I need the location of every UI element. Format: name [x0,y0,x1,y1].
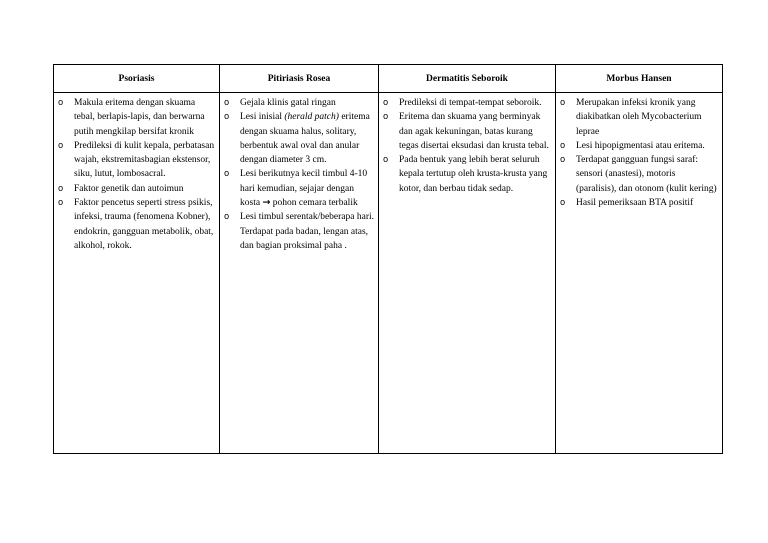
cell-psoriasis [54,93,220,454]
header-dermatitis-seboroik: Dermatitis Seboroik [379,65,556,93]
list-item: o Lesi timbul serentak/beberapa hari. Terdapat pada badan, lengan atas, dan bagian proksimal paha . [224,210,374,253]
right-arrow-icon: → [262,197,271,209]
list-item: o Faktor genetik dan autoimun [58,182,215,196]
item-text: Lesi inisial [240,112,285,123]
list-item [224,110,374,167]
list-item: o Faktor pencetus seperti stress psikis, infeksi, trauma (fenomena Kobner), endokrin, gangguan metabolik, obat, alkohol, rokok. [58,196,215,253]
hansen-list [560,96,718,210]
list-item: o Pada bentuk yang lebih berat seluruh kepala tertutup oleh krusta-krusta yang kotor, dan berbau tidak sedap. [383,153,551,196]
table-body-row [54,93,723,454]
list-item: o Gejala klinis gatal ringan [224,96,374,110]
list-item: o Predileksi di tempat-tempat seboroik. [383,96,551,110]
comparison-table [53,64,723,454]
list-item: o Hasil pemeriksaan BTA positif [560,196,718,210]
list-item: o Predileksi di kulit kepala, perbatasan wajah, ekstremitasbagian ekstensor, siku, lutut, lombosacral. [58,139,215,182]
header-psoriasis: Psoriasis [54,65,220,93]
item-text: Lesi berikutnya kecil timbul 4-10 hari kemudian, sejajar dengan kosta [240,169,368,209]
list-item: o Merupakan infeksi kronik yang diakibatkan oleh Mycobacterium leprae [560,96,718,139]
header-pitiriasis-rosea: Pitiriasis Rosea [220,65,379,93]
header-morbus-hansen: Morbus Hansen [556,65,723,93]
item-text: pohon cemara terbalik [270,198,358,209]
cell-pitiriasis-rosea [220,93,379,454]
pitiriasis-list [224,96,374,253]
list-item [224,167,374,210]
cell-morbus-hansen [556,93,723,454]
herald-patch-term: (herald patch) [284,112,339,123]
list-item: o Makula eritema dengan skuama tebal, berlapis-lapis, dan berwarna putih mengkilap bersifat kronik [58,96,215,139]
cell-dermatitis-seboroik [379,93,556,454]
list-item: o Lesi hipopigmentasi atau eritema. [560,139,718,153]
list-item: o Terdapat gangguan fungsi saraf: sensori (anastesi), motoris (paralisis), dan otonom (kulit kering) [560,153,718,196]
seboroik-list [383,96,551,196]
table-header-row [54,65,723,93]
psoriasis-list [58,96,215,253]
item-text: eritema dengan skuama halus, solitary, berbentuk awal oval dan anular dengan diameter 3 cm. [240,112,370,166]
list-item: o Eritema dan skuama yang berminyak dan agak kekuningan, batas kurang tegas disertai eksudasi dan krusta tebal. [383,110,551,153]
